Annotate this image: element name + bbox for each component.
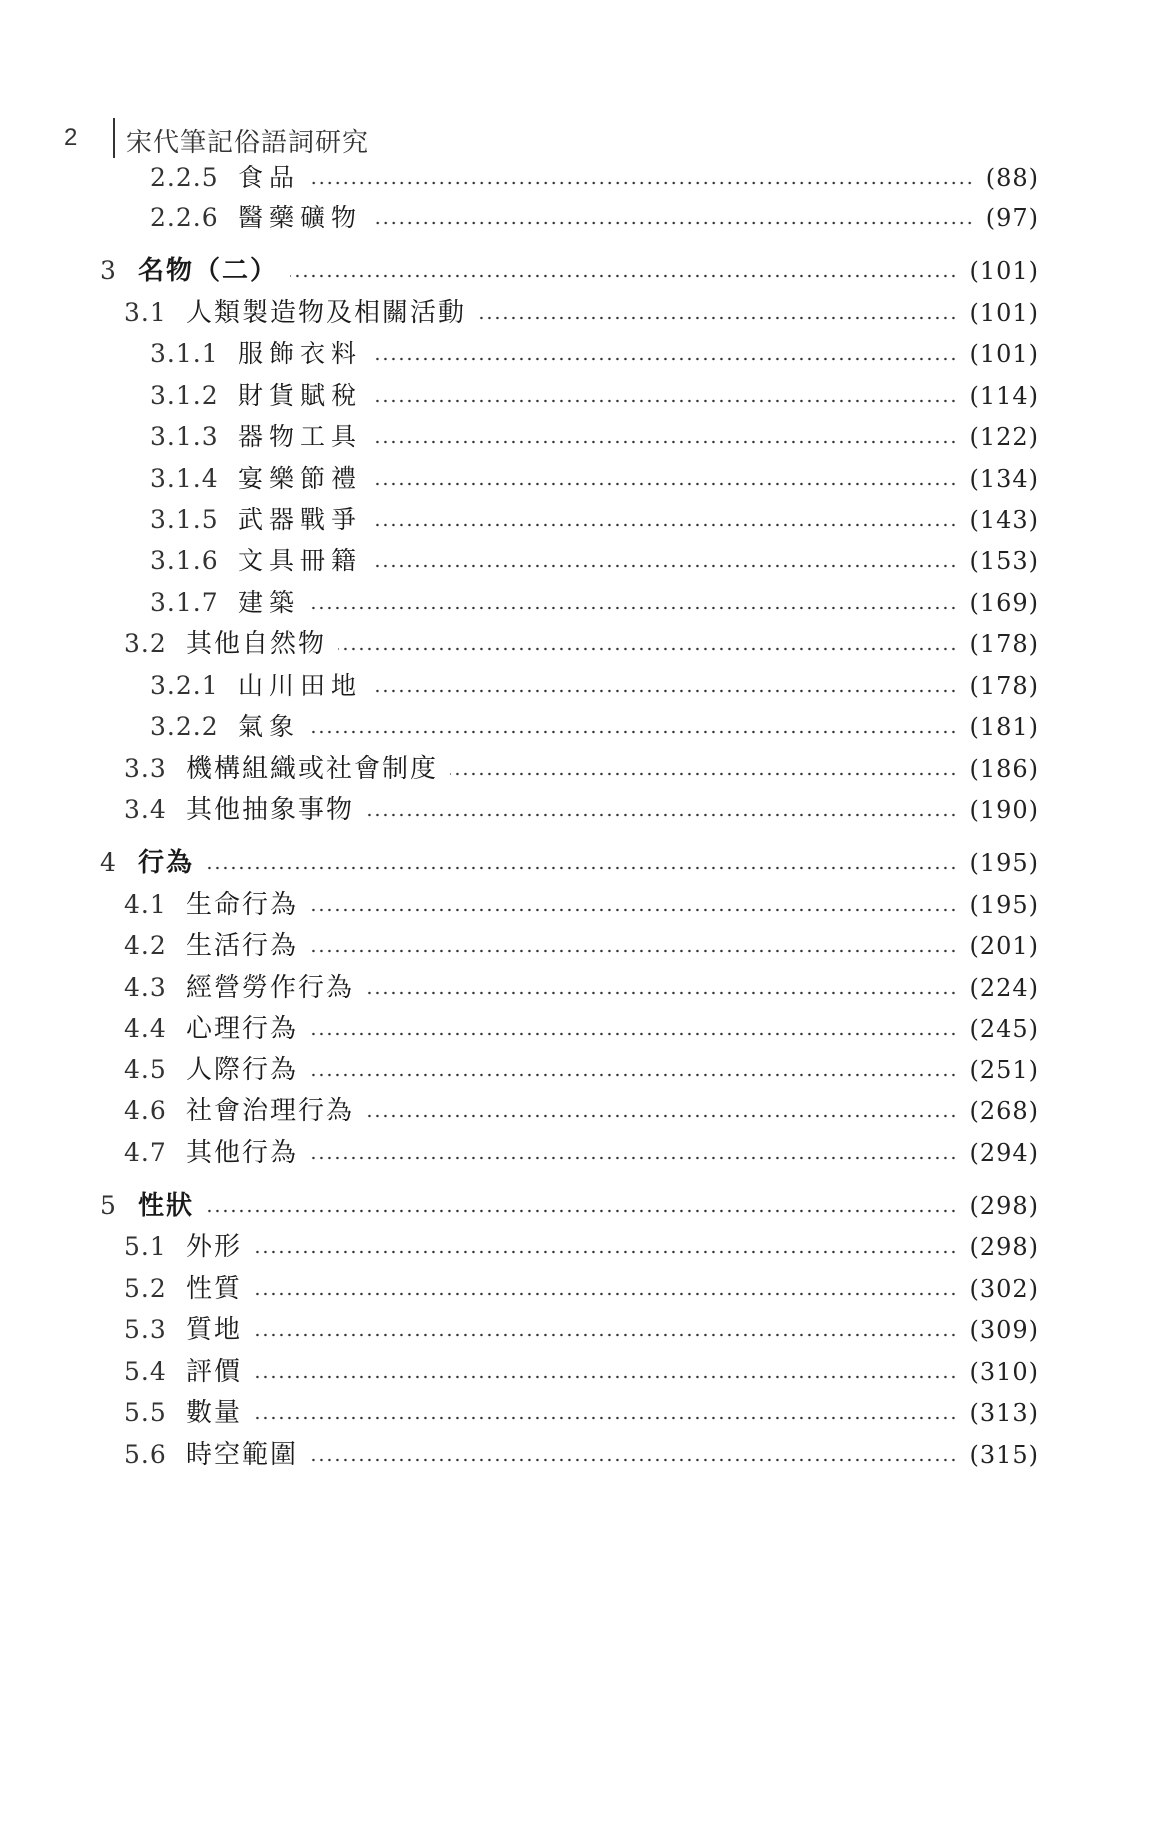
dot-leader: [366, 1114, 957, 1118]
toc-entry-page: (97): [985, 204, 1039, 232]
toc-entry-page: (114): [969, 382, 1039, 410]
toc-entry: [124, 1310, 1039, 1350]
toc-entry-number: 3.1: [124, 298, 167, 327]
toc-entry-number: 5.2: [124, 1274, 167, 1303]
toc-entry-number: 4.2: [124, 931, 167, 960]
toc-entry-page: (88): [985, 164, 1039, 192]
toc-entry-number: 3: [100, 256, 117, 285]
toc-entry-page: (195): [969, 891, 1039, 919]
toc-entry-page: (302): [969, 1275, 1039, 1303]
toc-entry-title: 宴樂節禮: [238, 464, 363, 493]
toc-entry-page: (153): [969, 547, 1039, 575]
toc-entry-page: (101): [969, 340, 1039, 368]
dot-leader: [310, 1458, 957, 1462]
dot-leader: [366, 813, 957, 817]
toc-entry-page: (122): [969, 423, 1039, 451]
toc-entry: [124, 1091, 1039, 1131]
toc-entry: [100, 1186, 1039, 1226]
toc-entry-page: (190): [969, 796, 1039, 824]
dot-leader: [374, 440, 957, 444]
dot-leader: [290, 274, 957, 278]
dot-leader: [254, 1250, 957, 1254]
toc-entry-page: (169): [969, 589, 1039, 617]
toc-entry-title: 服飾衣料: [238, 339, 363, 368]
toc-entry-number: 5.3: [124, 1315, 167, 1344]
toc-entry: [124, 1227, 1039, 1267]
toc-entry-title: 山川田地: [238, 671, 363, 700]
dot-leader: [374, 689, 957, 693]
toc-entry-number: 3.3: [124, 754, 167, 783]
toc-entry-number: 4: [100, 848, 117, 877]
dot-leader: [374, 357, 957, 361]
toc-entry-title: 生活行為: [186, 931, 299, 961]
toc-entry: [124, 1009, 1039, 1049]
toc-entry-title: 財貨賦稅: [238, 381, 363, 410]
dot-leader: [310, 1156, 957, 1160]
toc-entry: [150, 376, 1039, 416]
dot-leader: [366, 991, 957, 995]
dot-leader: [374, 523, 957, 527]
toc-entry-title: 氣象: [238, 712, 301, 741]
toc-entry: [124, 624, 1039, 664]
toc-entry-title: 時空範圍: [186, 1440, 299, 1470]
toc-entry: [150, 417, 1039, 457]
dot-leader: [478, 316, 957, 320]
dot-leader: [254, 1333, 957, 1337]
dot-leader: [254, 1292, 957, 1296]
toc-entry-number: 3.4: [124, 795, 167, 824]
toc-entry-title: 建築: [238, 588, 301, 617]
toc-entry-page: (298): [969, 1233, 1039, 1261]
toc-entry-number: 4.1: [124, 890, 167, 919]
toc-entry-title: 外形: [186, 1232, 243, 1262]
dot-leader: [374, 399, 957, 403]
dot-leader: [310, 908, 957, 912]
toc-entry-title: 數量: [186, 1398, 243, 1428]
dot-leader: [374, 564, 957, 568]
toc-entry-page: (310): [969, 1358, 1039, 1386]
toc-entry-title: 文具冊籍: [238, 546, 363, 575]
toc-entry-title: 行為: [138, 848, 195, 878]
toc-entry: [150, 459, 1039, 499]
toc-entry-page: (134): [969, 465, 1039, 493]
toc-entry-number: 2.2.6: [150, 203, 219, 232]
toc-entry-title: 名物（二）: [138, 256, 279, 286]
toc-entry-number: 5.6: [124, 1440, 167, 1469]
dot-leader: [374, 221, 974, 225]
toc-entry: [124, 1393, 1039, 1433]
toc-entry-page: (298): [969, 1192, 1039, 1220]
toc-entry-number: 4.6: [124, 1096, 167, 1125]
toc-entry-title: 醫藥礦物: [238, 203, 363, 232]
page-header: [0, 0, 1168, 170]
toc-entry: [124, 1435, 1039, 1475]
toc-entry-title: 機構組織或社會制度: [186, 754, 439, 784]
toc-entry-page: (101): [969, 299, 1039, 327]
dot-leader: [450, 772, 957, 776]
dot-leader: [206, 1209, 957, 1213]
toc-entry-page: (195): [969, 849, 1039, 877]
toc-entry-page: (178): [969, 672, 1039, 700]
toc-entry-title: 其他抽象事物: [186, 795, 355, 825]
toc-entry-page: (143): [969, 506, 1039, 534]
toc-entry-number: 3.1.3: [150, 422, 219, 451]
toc-entry-number: 3.1.4: [150, 464, 219, 493]
toc-entry-number: 4.7: [124, 1138, 167, 1167]
toc-entry-title: 評價: [186, 1357, 243, 1387]
toc-entry-page: (224): [969, 974, 1039, 1002]
toc-entry-title: 生命行為: [186, 890, 299, 920]
toc-entry-number: 5.5: [124, 1398, 167, 1427]
dot-leader: [206, 866, 957, 870]
toc-entry-page: (245): [969, 1015, 1039, 1043]
toc-entry-title: 其他自然物: [186, 629, 327, 659]
toc-entry-title: 器物工具: [238, 422, 363, 451]
toc-entry: [124, 1269, 1039, 1309]
toc-entry-number: 3.1.1: [150, 339, 219, 368]
toc-entry-page: (201): [969, 932, 1039, 960]
toc-entry-number: 4.4: [124, 1014, 167, 1043]
toc-entry-page: (294): [969, 1139, 1039, 1167]
toc-entry: [150, 500, 1039, 540]
dot-leader: [374, 482, 957, 486]
toc-entry-number: 5: [100, 1191, 117, 1220]
toc-entry-number: 3.1.6: [150, 546, 219, 575]
toc-entry: [124, 790, 1039, 830]
toc-entry-number: 4.5: [124, 1055, 167, 1084]
toc-entry-number: 3.1.2: [150, 381, 219, 410]
toc-entry-title: 質地: [186, 1315, 243, 1345]
toc-entry-page: (251): [969, 1056, 1039, 1084]
toc-entry: [124, 926, 1039, 966]
dot-leader: [254, 1375, 957, 1379]
toc-entry: [150, 583, 1039, 623]
toc-entry-number: 2.2.5: [150, 163, 219, 192]
toc-entry: [150, 707, 1039, 747]
dot-leader: [312, 730, 957, 734]
toc-entry: [124, 1352, 1039, 1392]
toc-entry-title: 其他行為: [186, 1138, 299, 1168]
toc-entry: [124, 885, 1039, 925]
toc-entry-title: 食品: [238, 163, 301, 192]
toc-entry-number: 5.4: [124, 1357, 167, 1386]
toc-entry: [150, 666, 1039, 706]
toc-entry-number: 5.1: [124, 1232, 167, 1261]
dot-leader: [310, 949, 957, 953]
toc-entry-number: 4.3: [124, 973, 167, 1002]
toc-entry: [124, 1050, 1039, 1090]
dot-leader: [310, 1032, 957, 1036]
toc-entry-page: (178): [969, 630, 1039, 658]
toc-entry-page: (315): [969, 1441, 1039, 1469]
toc-entry: [150, 158, 1039, 198]
toc-entry: [150, 541, 1039, 581]
toc-entry-title: 人類製造物及相關活動: [186, 298, 467, 328]
toc-entry-title: 心理行為: [186, 1014, 299, 1044]
dot-leader: [338, 647, 957, 651]
toc-entry-number: 3.1.7: [150, 588, 219, 617]
header-divider: [113, 118, 115, 158]
toc-entry-number: 3.2.1: [150, 671, 219, 700]
dot-leader: [254, 1416, 957, 1420]
toc-entry: [124, 293, 1039, 333]
toc-entry-page: (181): [969, 713, 1039, 741]
toc-entry-number: 3.2.2: [150, 712, 219, 741]
dot-leader: [312, 606, 957, 610]
toc-entry-number: 3.1.5: [150, 505, 219, 534]
toc-entry-title: 社會治理行為: [186, 1096, 355, 1126]
page-number: 2: [64, 124, 78, 151]
toc-entry-page: (186): [969, 755, 1039, 783]
toc-entry-title: 人際行為: [186, 1055, 299, 1085]
toc-entry: [124, 968, 1039, 1008]
toc-entry-page: (268): [969, 1097, 1039, 1125]
toc-entry-page: (313): [969, 1399, 1039, 1427]
dot-leader: [312, 181, 974, 185]
dot-leader: [310, 1073, 957, 1077]
toc-entry-title: 性狀: [138, 1191, 195, 1221]
running-title: 宋代筆記俗語詞研究: [126, 128, 370, 158]
toc-entry: [150, 334, 1039, 374]
toc-entry-page: (101): [969, 257, 1039, 285]
toc-entry: [100, 251, 1039, 291]
toc-entry-title: 性質: [186, 1274, 243, 1304]
toc-entry-page: (309): [969, 1316, 1039, 1344]
toc-entry-number: 3.2: [124, 629, 167, 658]
toc-entry: [150, 198, 1039, 238]
toc-entry: [124, 1133, 1039, 1173]
toc-entry: [100, 843, 1039, 883]
toc-entry-title: 武器戰爭: [238, 505, 363, 534]
toc-entry-title: 經營勞作行為: [186, 973, 355, 1003]
toc-entry: [124, 749, 1039, 789]
